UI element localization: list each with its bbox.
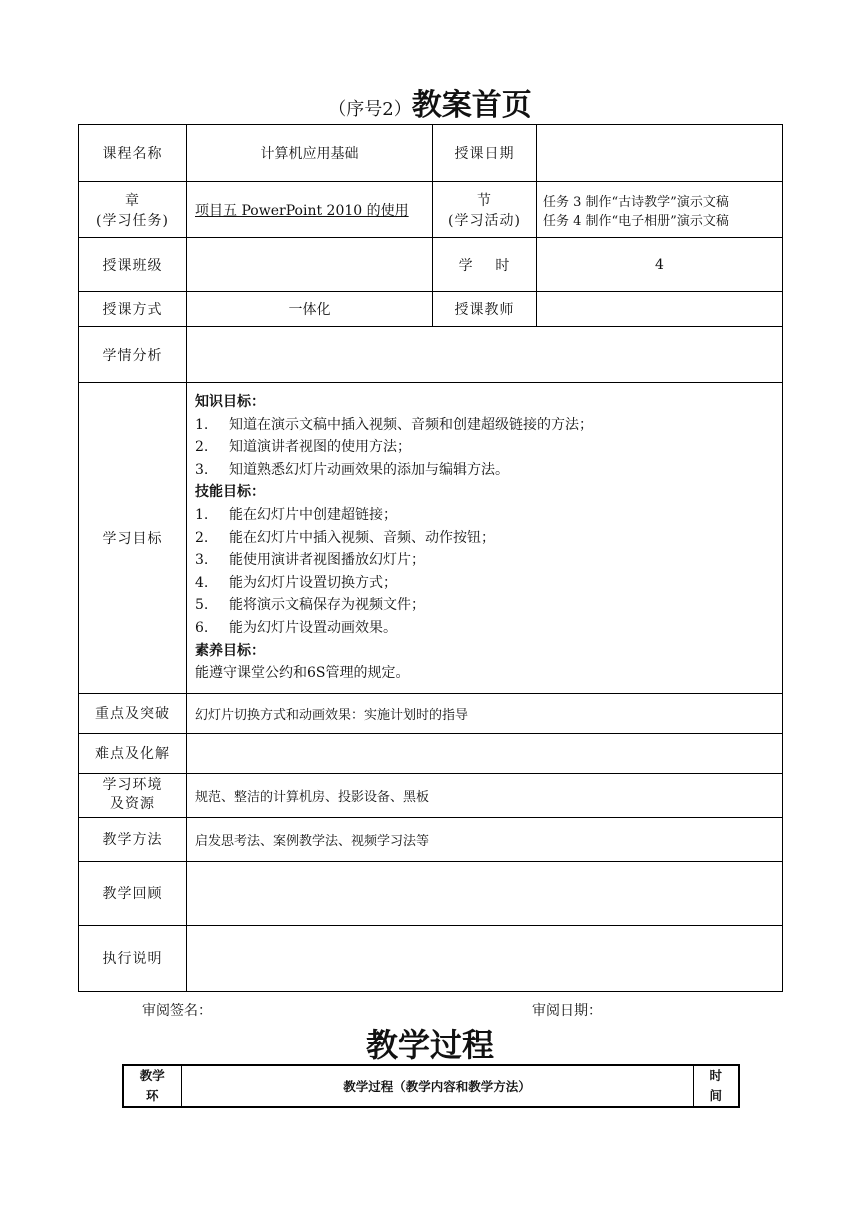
env-value: 规范、整洁的计算机房、投影设备、黑板 <box>187 773 783 817</box>
teacher-label: 授课教师 <box>433 292 537 327</box>
quality-text: 能遵守课堂公约和6S管理的规定。 <box>195 665 410 682</box>
chapter-label-line2: (学习任务) <box>96 212 169 229</box>
hours-label: 学 时 <box>433 238 537 292</box>
skill-item: 2. 能在幻灯片中插入视频、音频、动作按钮； <box>195 529 495 546</box>
process-col-time: 时 间 <box>693 1065 739 1107</box>
chapter-value-text: 项目五 PowerPoint 2010 的使用 <box>195 202 409 219</box>
skill-item: 3. 能使用演讲者视图播放幻灯片； <box>195 552 425 569</box>
skill-heading: 技能目标： <box>195 484 265 501</box>
page-title <box>0 80 860 124</box>
knowledge-item: 2. 知道演讲者视图的使用方法； <box>195 439 411 456</box>
skill-item: 6. 能为幻灯片设置动画效果。 <box>195 619 397 636</box>
lesson-plan-table <box>78 124 783 992</box>
emphasis-value: 幻灯片切换方式和动画效果：实施计划时的指导 <box>187 693 783 733</box>
review-date-label: 审阅日期： <box>532 1003 602 1019</box>
goals-content <box>187 383 783 694</box>
chapter-label <box>79 182 187 238</box>
section-value-line2: 任务 4 制作“电子相册”演示文稿 <box>543 213 729 229</box>
date-label: 授课日期 <box>433 125 537 182</box>
title-main: 教案首页 <box>411 88 532 123</box>
chapter-label-line1: 章 <box>125 192 140 209</box>
process-col-content: 教学过程（教学内容和教学方法） <box>181 1065 693 1107</box>
course-name-value: 计算机应用基础 <box>187 125 433 182</box>
skill-item: 1. 能在幻灯片中创建超链接； <box>195 506 397 523</box>
teach-method-label: 教学方法 <box>79 817 187 861</box>
teach-method-value: 启发思考法、案例教学法、视频学习法等 <box>187 817 783 861</box>
knowledge-heading: 知识目标： <box>195 394 265 410</box>
method-label: 授课方式 <box>79 292 187 327</box>
exec-label: 执行说明 <box>79 925 187 991</box>
review-value <box>187 861 783 925</box>
env-label-line1: 学习环境 <box>102 777 163 794</box>
process-col-stage: 教学 环 <box>123 1065 181 1107</box>
analysis-label: 学情分析 <box>79 327 187 383</box>
emphasis-label: 重点及突破 <box>79 693 187 733</box>
difficulty-label: 难点及化解 <box>79 733 187 773</box>
difficulty-value <box>187 733 783 773</box>
title-prefix: （序号2） <box>328 99 412 120</box>
date-value <box>537 125 783 182</box>
hours-value: 4 <box>537 238 783 292</box>
chapter-value <box>187 182 433 238</box>
knowledge-item: 1. 知道在演示文稿中插入视频、音频和创建超级链接的方法； <box>195 416 593 433</box>
teacher-value <box>537 292 783 327</box>
process-table <box>122 1064 740 1108</box>
goals-label: 学习目标 <box>79 383 187 694</box>
section-label-line2: (学习活动) <box>448 212 521 229</box>
review-label: 教学回顾 <box>79 861 187 925</box>
section-label <box>433 182 537 238</box>
quality-heading: 素养目标： <box>195 642 265 659</box>
section-value-line1: 任务 3 制作“古诗教学”演示文稿 <box>543 194 729 210</box>
class-value <box>187 238 433 292</box>
class-label: 授课班级 <box>79 238 187 292</box>
skill-item: 4. 能为幻灯片设置切换方式； <box>195 574 397 591</box>
analysis-value <box>187 327 783 383</box>
knowledge-item: 3. 知道熟悉幻灯片动画效果的添加与编辑方法。 <box>195 461 509 478</box>
method-value: 一体化 <box>187 292 433 327</box>
reviewer-signature-label: 审阅签名： <box>142 1003 212 1019</box>
course-name-label: 课程名称 <box>79 125 187 182</box>
exec-value <box>187 925 783 991</box>
process-title: 教学过程 <box>365 1026 494 1064</box>
section-value <box>537 182 783 238</box>
skill-item: 5. 能将演示文稿保存为视频文件； <box>195 597 425 614</box>
env-label-line2: 及资源 <box>110 796 155 813</box>
env-label <box>79 773 187 817</box>
section-label-line1: 节 <box>477 192 492 209</box>
